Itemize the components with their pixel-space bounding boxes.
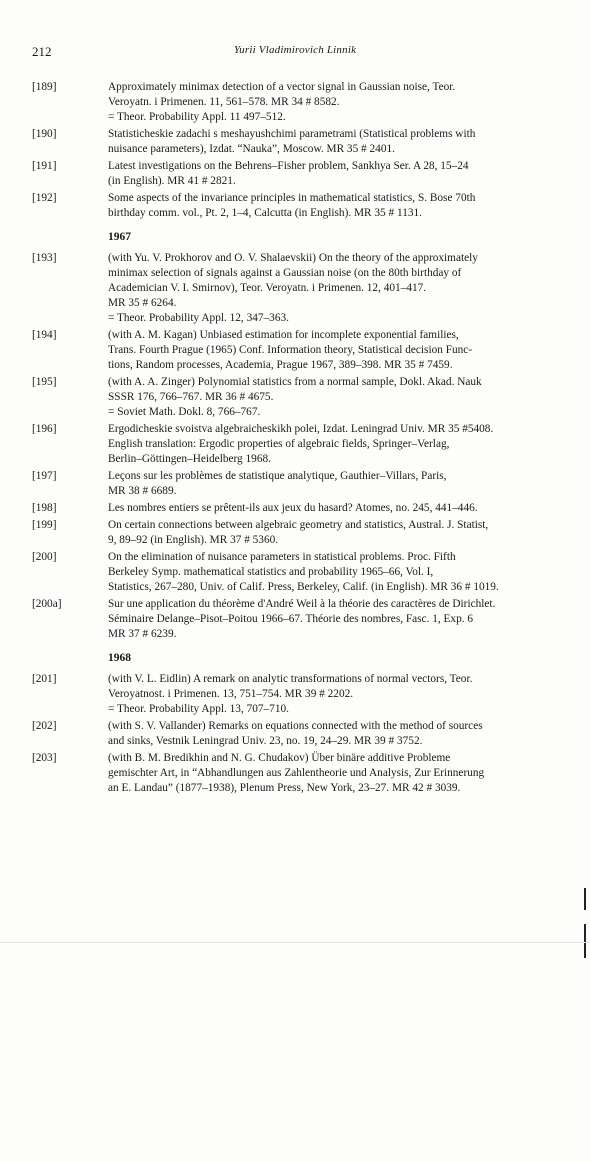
entry-line: = Theor. Probability Appl. 11 497–512. xyxy=(108,111,286,123)
entry-number: [191] xyxy=(32,160,57,172)
bibliography-entry xyxy=(32,719,580,749)
entry-number: [203] xyxy=(32,752,57,764)
bibliography-entry xyxy=(32,80,580,125)
bibliography-entry xyxy=(32,672,580,717)
entry-number: [201] xyxy=(32,673,57,685)
entry-line: an E. Landau” (1877–1938), Plenum Press, New York, 23–27. MR 42 # 3039. xyxy=(108,782,461,794)
bibliography-entry xyxy=(32,469,580,499)
bibliography-entry xyxy=(32,159,580,189)
entry-line: (with Yu. V. Prokhorov and O. V. Shalaevskii) On the theory of the approximately xyxy=(108,252,478,264)
entry-number: [190] xyxy=(32,128,57,140)
entry-number: [199] xyxy=(32,519,57,531)
page-number: 212 xyxy=(32,44,52,59)
page-edge xyxy=(0,942,590,943)
year-heading: 1967 xyxy=(108,231,131,243)
entry-line: English translation: Ergodic properties of algebraic fields, Springer–Verlag, xyxy=(108,438,450,450)
entry-text xyxy=(108,191,580,221)
entry-line: Leçons sur les problèmes de statistique analytique, Gauthier–Villars, Paris, xyxy=(108,470,447,482)
entry-line: Veroyatn. i Primenen. 11, 561–578. MR 34 # 8582. xyxy=(108,96,340,108)
entry-line: Academician V. I. Smirnov), Teor. Veroyatn. i Primenen. 12, 401–417. xyxy=(108,282,427,294)
entry-number: [189] xyxy=(32,81,57,93)
bibliography-entry xyxy=(32,550,580,595)
entry-line: and sinks, Vestnik Leningrad Univ. 23, no. 19, 24–29. MR 39 # 3752. xyxy=(108,735,423,747)
entry-line: = Soviet Math. Dokl. 8, 766–767. xyxy=(108,406,261,418)
entry-line: = Theor. Probability Appl. 12, 347–363. xyxy=(108,312,289,324)
entry-line: On the elimination of nuisance parameters in statistical problems. Proc. Fifth xyxy=(108,551,456,563)
year-heading: 1968 xyxy=(108,652,131,664)
entry-number: [192] xyxy=(32,192,57,204)
entry-line: Statistics, 267–280, Univ. of Calif. Press, Berkeley, Calif. (in English). MR 36 # 1019. xyxy=(108,581,499,593)
entry-line: tions, Random processes, Academia, Prague 1967, 389–398. MR 35 # 7459. xyxy=(108,359,453,371)
bibliography-entry xyxy=(32,328,580,373)
bibliography-entry xyxy=(32,597,580,642)
bibliography-entry xyxy=(32,501,580,516)
entry-text xyxy=(108,501,580,516)
scan-mark xyxy=(584,888,586,910)
entry-line: Berkeley Symp. mathematical statistics and probability 1965–66, Vol. I, xyxy=(108,566,434,578)
entry-text xyxy=(108,550,580,595)
entry-line: nuisance parameters), Izdat. “Nauka”, Moscow. MR 35 # 2401. xyxy=(108,143,395,155)
entry-text xyxy=(108,422,580,467)
entry-text xyxy=(108,127,580,157)
entry-text xyxy=(108,251,580,326)
entry-number: [202] xyxy=(32,720,57,732)
entry-number: [200a] xyxy=(32,598,62,610)
entry-line: Sur une application du théorème d'André Weil à la théorie des caractères de Dirichlet. xyxy=(108,598,496,610)
entry-number: [196] xyxy=(32,423,57,435)
entry-line: Séminaire Delange–Pisot–Poitou 1966–67. Théorie des nombres, Fasc. 1, Exp. 6 xyxy=(108,613,474,625)
bibliography-entry xyxy=(32,251,580,326)
entry-line: 9, 89–92 (in English). MR 37 # 5360. xyxy=(108,534,279,546)
bibliography-entry xyxy=(32,127,580,157)
entry-text xyxy=(108,80,580,125)
entry-line: birthday comm. vol., Pt. 2, 1–4, Calcutta (in English). MR 35 # 1131. xyxy=(108,207,422,219)
entry-line: On certain connections between algebraic geometry and statistics, Austral. J. Statist, xyxy=(108,519,489,531)
bibliography-entry xyxy=(32,422,580,467)
entry-line: MR 38 # 6689. xyxy=(108,485,177,497)
entry-line: Trans. Fourth Prague (1965) Conf. Information theory, Statistical decision Func- xyxy=(108,344,473,356)
entry-line: (with V. L. Eidlin) A remark on analytic transformations of normal vectors, Teor. xyxy=(108,673,473,685)
bibliography-entry xyxy=(32,375,580,420)
bibliography-list xyxy=(32,80,580,798)
entry-line: MR 37 # 6239. xyxy=(108,628,177,640)
entry-line: gemischter Art, in “Abhandlungen aus Zahlentheorie und Analysis, Zur Erinnerung xyxy=(108,767,485,779)
entry-line: (with A. A. Zinger) Polynomial statistics from a normal sample, Dokl. Akad. Nauk xyxy=(108,376,482,388)
entry-text xyxy=(108,159,580,189)
entry-line: Statisticheskie zadachi s meshayushchimi parametrami (Statistical problems with xyxy=(108,128,476,140)
page-header xyxy=(32,44,558,62)
entry-line: Approximately minimax detection of a vector signal in Gaussian noise, Teor. xyxy=(108,81,456,93)
entry-text xyxy=(108,672,580,717)
entry-number: [200] xyxy=(32,551,57,563)
entry-text xyxy=(108,518,580,548)
entry-text xyxy=(108,469,580,499)
bibliography-entry xyxy=(32,518,580,548)
entry-line: = Theor. Probability Appl. 13, 707–710. xyxy=(108,703,289,715)
entry-number: [197] xyxy=(32,470,57,482)
entry-text xyxy=(108,751,580,796)
entry-line: (with S. V. Vallander) Remarks on equations connected with the method of sources xyxy=(108,720,483,732)
bibliography-entry xyxy=(32,191,580,221)
entry-line: (with A. M. Kagan) Unbiased estimation for incomplete exponential families, xyxy=(108,329,459,341)
entry-line: SSSR 176, 766–767. MR 36 # 4675. xyxy=(108,391,274,403)
entry-line: minimax selection of signals against a Gaussian noise (on the 80th birthday of xyxy=(108,267,462,279)
entry-line: Latest investigations on the Behrens–Fisher problem, Sankhya Ser. A 28, 15–24 xyxy=(108,160,469,172)
bibliography-entry xyxy=(32,751,580,796)
entry-text xyxy=(108,328,580,373)
entry-text xyxy=(108,597,580,642)
entry-line: MR 35 # 6264. xyxy=(108,297,177,309)
entry-line: Some aspects of the invariance principles in mathematical statistics, S. Bose 70th xyxy=(108,192,476,204)
entry-text xyxy=(108,719,580,749)
entry-number: [195] xyxy=(32,376,57,388)
entry-line: Les nombres entiers se prêtent-ils aux jeux du hasard? Atomes, no. 245, 441–446. xyxy=(108,502,478,514)
entry-text xyxy=(108,375,580,420)
entry-line: Veroyatnost. i Primenen. 13, 751–754. MR 39 # 2202. xyxy=(108,688,354,700)
scan-mark xyxy=(584,924,586,958)
entry-line: (in English). MR 41 # 2821. xyxy=(108,175,236,187)
entry-number: [193] xyxy=(32,252,57,264)
entry-number: [194] xyxy=(32,329,57,341)
running-head: Yurii Vladimirovich Linnik xyxy=(233,44,357,56)
entry-line: Berlin–Göttingen–Heidelberg 1968. xyxy=(108,453,271,465)
entry-line: Ergodicheskie svoistva algebraicheskikh polei, Izdat. Leningrad Univ. MR 35 #5408. xyxy=(108,423,494,435)
entry-line: (with B. M. Bredikhin and N. G. Chudakov) Über binäre additive Probleme xyxy=(108,752,451,764)
entry-number: [198] xyxy=(32,502,57,514)
